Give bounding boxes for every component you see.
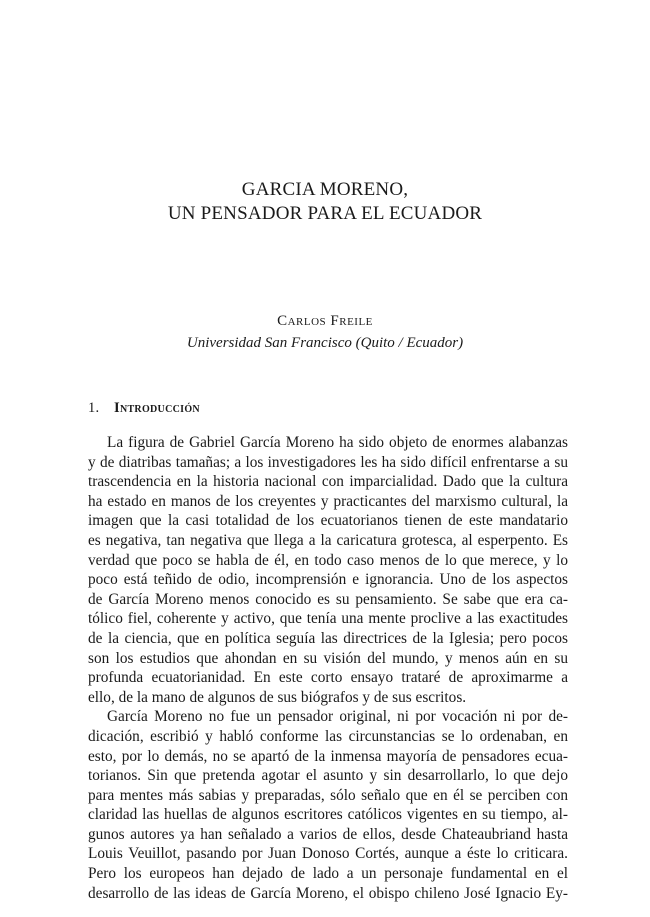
text-line: torianos. Sin que pretenda agotar el asunto y sin desarrollarlo, lo que dejo (88, 767, 568, 785)
text-line: Louis Veuillot, pasando por Juan Donoso Cortés, aunque a éste lo criticara. (88, 845, 568, 863)
text-line: ello, de la mano de algunos de sus biógrafos y de sus escritos. (88, 688, 467, 706)
text-line: son los estudios que ahondan en su visión del mundo, y menos aún en su (88, 649, 568, 667)
text-line: tólico fiel, coherente y activo, que tenía una mente proclive a las exactitudes (88, 610, 568, 628)
text-line: La figura de Gabriel García Moreno ha sido objeto de enormes alabanzas (107, 434, 568, 451)
text-line: es negativa, tan negativa que llega a la caricatura grotesca, al esperpento. Es (88, 531, 568, 549)
text-line: esto, por lo demás, no se apartó de la inmensa mayoría de pensadores ecua- (88, 747, 568, 765)
text-line: profunda ecuatorianidad. En este corto ensayo trataré de aproximarme a (88, 669, 568, 687)
title-line-1: GARCIA MORENO, (241, 179, 409, 200)
text-line: ha estado en manos de los creyentes y practicantes del marxismo cultural, la (88, 492, 568, 510)
section-number: 1. (88, 400, 100, 416)
paragraph-1 (88, 433, 568, 707)
text-line: de García Moreno menos conocido es su pensamiento. Se sabe que era ca- (88, 590, 568, 608)
text-line: García Moreno no fue un pensador original, ni por vocación ni por de- (107, 708, 568, 726)
text-line: para mentes más sabias y preparadas, sólo señalo que en él se perciben con (88, 786, 568, 804)
author-name: Carlos Freile (277, 313, 373, 329)
body-text (88, 433, 568, 903)
text-line: trascendencia en la historia nacional con imparcialidad. Dado que la cultura (88, 473, 568, 491)
title-line-2: UN PENSADOR PARA EL ECUADOR (167, 203, 483, 224)
text-line: y de diatribas tamañas; a los investigadores les ha sido difícil enfrentarse a su (88, 453, 568, 471)
text-line: Pero los europeos han dejado de lado a un personaje fundamental en el (88, 865, 568, 883)
text-line: verdad que poco se habla de él, en todo caso menos de lo que merece, y lo (88, 551, 568, 569)
article-title (0, 178, 650, 226)
text-line: gunos autores ya han señalado a varios de ellos, desde Chateaubriand hasta (88, 825, 568, 843)
paragraph-2 (88, 707, 568, 903)
section-heading (88, 400, 200, 417)
text-line: poco está teñido de odio, incomprensión e ignorancia. Uno de los aspectos (88, 571, 568, 589)
text-line: desarrollo de las ideas de García Moreno, el obispo chileno José Ignacio Ey- (88, 884, 568, 902)
author-affiliation: Universidad San Francisco (Quito / Ecuador) (186, 335, 464, 351)
text-line: de la ciencia, que en política seguía las directrices de la Iglesia; pero pocos (88, 629, 568, 647)
section-title: Introducción (114, 400, 200, 416)
text-line: dicación, escribió y habló conforme las circunstancias se lo ordenaban, en (88, 727, 568, 745)
text-line: claridad las huellas de algunos escritores católicos vigentes en su tiempo, al- (88, 806, 568, 824)
text-line: imagen que la casi totalidad de los ecuatorianos tienen de este mandatario (88, 512, 568, 530)
